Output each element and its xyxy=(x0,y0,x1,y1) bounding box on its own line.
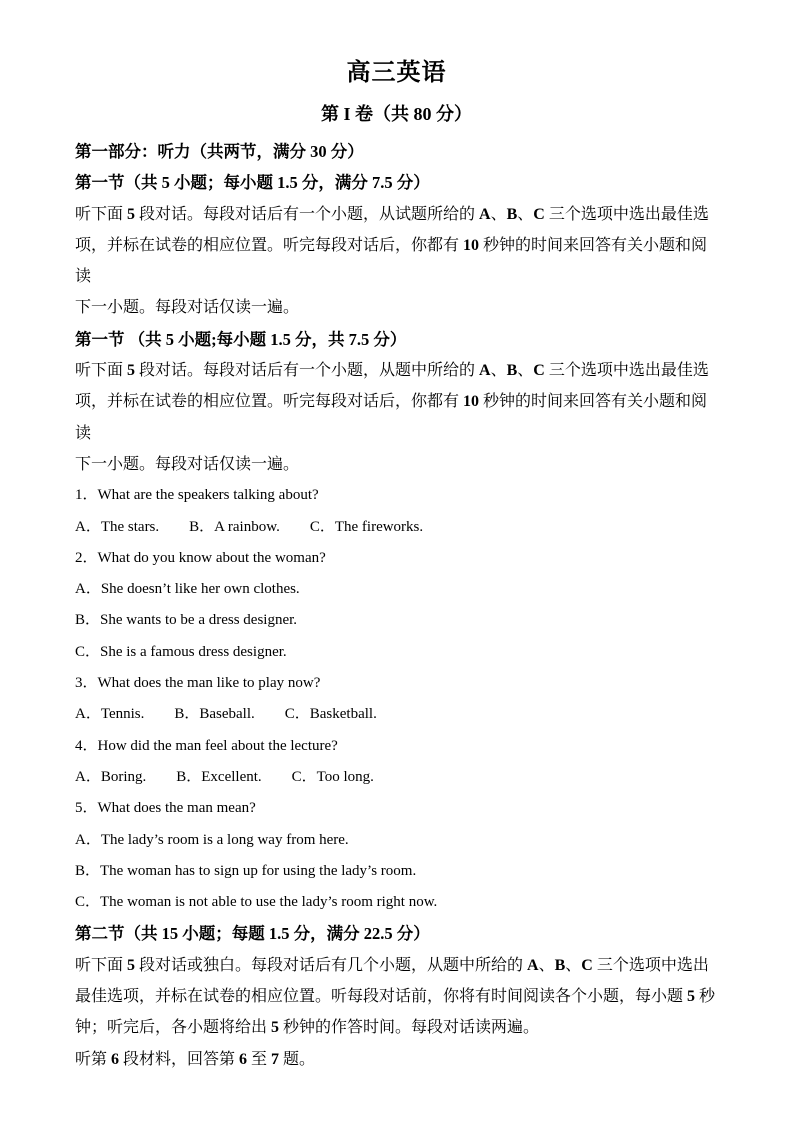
question-5: 5．What does the man mean? xyxy=(75,800,256,817)
section1-instructions-repeat-line-1: 听下面 5 段对话。每段对话后有一个小题，从题中所给的 A、B、C 三个选项中选出最佳选 xyxy=(75,362,709,380)
question-2-option-c: C．She is a famous dress designer. xyxy=(75,643,287,660)
question-1: 1．What are the speakers talking about? xyxy=(75,487,319,504)
paper-title: 高三英语 xyxy=(346,60,447,86)
section1-instructions-line-3: 下一小题。每段对话仅读一遍。 xyxy=(75,299,300,317)
question-5-option-b: B．The woman has to sign up for using the lady’s room. xyxy=(75,862,417,879)
question-2: 2．What do you know about the woman? xyxy=(75,549,326,566)
question-4: 4．How did the man feel about the lecture? xyxy=(75,737,338,754)
volume-heading: 第 I 卷（共 80 分） xyxy=(320,104,472,124)
question-4-options: A．Boring. B．Excellent. C．Too long. xyxy=(75,768,374,785)
section1-instructions-repeat-line-3: 下一小题。每段对话仅读一遍。 xyxy=(75,455,300,473)
section2-instructions-line-3: 钟；听完后，各小题将给出 5 秒钟的作答时间。每段对话读两遍。 xyxy=(75,1019,540,1037)
question-1-options: A．The stars. B．A rainbow. C．The fireworks. xyxy=(75,518,424,535)
material-6-prompt: 听第 6 段材料，回答第 6 至 7 题。 xyxy=(75,1050,316,1068)
question-2-option-b: B．She wants to be a dress designer. xyxy=(75,612,298,629)
question-5-option-a: A．The lady’s room is a long way from here. xyxy=(75,831,349,848)
document-flow xyxy=(75,58,718,1075)
part1-heading: 第一部分：听力（共两节，满分 30 分） xyxy=(75,142,364,161)
question-3: 3．What does the man like to play now? xyxy=(75,675,321,692)
section1-heading: 第一节（共 5 小题；每小题 1.5 分，满分 7.5 分） xyxy=(75,173,430,193)
section2-instructions-line-1: 听下面 5 段对话或独白。每段对话后有几个小题，从题中所给的 A、B、C 三个选项中选出 xyxy=(75,956,709,974)
section1-instructions-line-2: 项，并标在试卷的相应位置。听完每段对话后，你都有 10 秒钟的时间来回答有关小题和阅读 xyxy=(75,236,708,286)
section2-heading: 第二节（共 15 小题；每题 1.5 分，满分 22.5 分） xyxy=(75,924,430,944)
question-3-options: A．Tennis. B．Baseball. C．Basketball. xyxy=(75,706,377,723)
question-2-option-a: A．She doesn’t like her own clothes. xyxy=(75,581,300,598)
section1-instructions-repeat-line-2: 项，并标在试卷的相应位置。听完每段对话后，你都有 10 秒钟的时间来回答有关小题和阅读 xyxy=(75,393,708,442)
section2-instructions-line-2: 最佳选项，并标在试卷的相应位置。听每段对话前，你将有时间阅读各个小题，每小题 5 秒 xyxy=(75,988,716,1006)
question-5-option-c: C．The woman is not able to use the lady’s room right now. xyxy=(75,894,438,911)
section1-instructions-line-1: 听下面 5 段对话。每段对话后有一个小题，从试题所给的 A、B、C 三个选项中选出最佳选 xyxy=(75,205,709,223)
section1-repeat-heading: 第一节 （共 5 小题;每小题 1.5 分，共 7.5 分） xyxy=(75,329,407,349)
